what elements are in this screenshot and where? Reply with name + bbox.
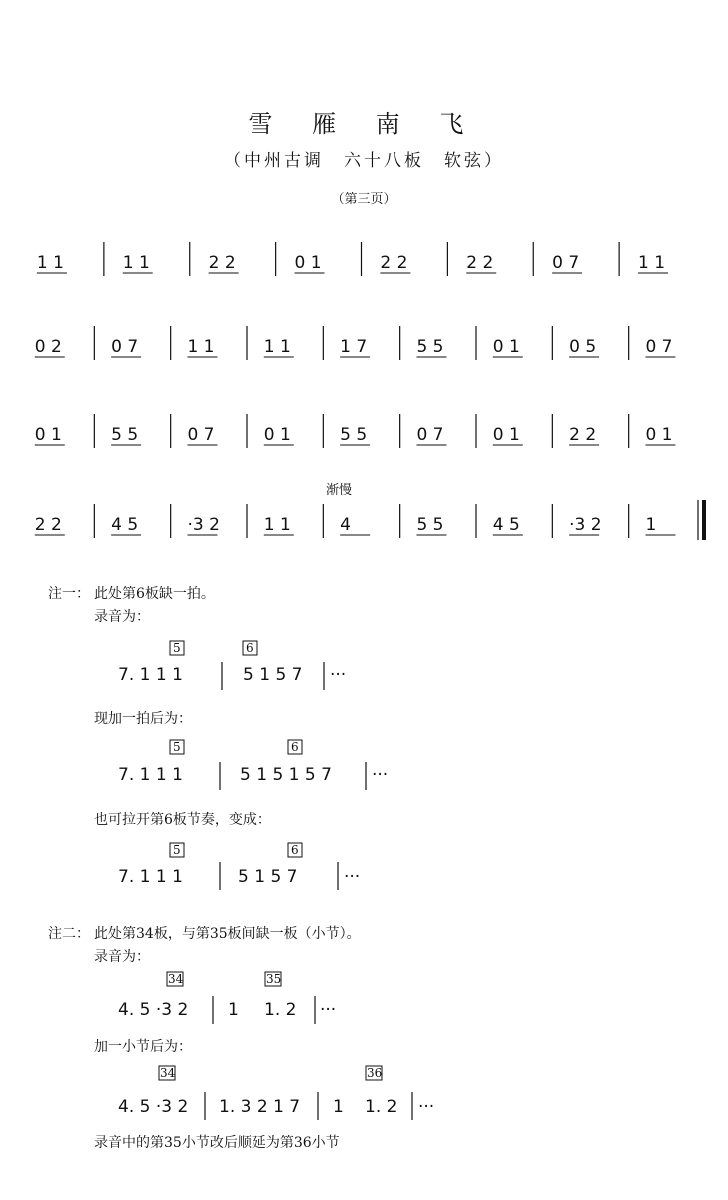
measure-notes: 1 1 — [263, 515, 291, 535]
measure-notes: 1 — [645, 515, 657, 535]
note1-text: 此处第6板缺一拍。 — [94, 586, 215, 602]
measure-notes: 2 2 — [34, 515, 62, 535]
note2-line2-a: 4. 5 ·3 2 — [118, 1097, 189, 1117]
note1-alt: 也可拉开第6板节奏，变成： — [94, 812, 271, 828]
measure-notes: 0 7 — [645, 337, 673, 357]
measure-notes: 0 1 — [492, 425, 520, 445]
measure-notes: 0 1 — [492, 337, 520, 357]
measure-notes: 0 2 — [34, 337, 62, 357]
measure-notes: 1 1 — [36, 253, 64, 273]
note1-line1-b: 5 1 5 7 — [243, 665, 303, 685]
note2-line1-a: 4. 5 ·3 2 — [118, 1000, 189, 1020]
measure-notes: 2 2 — [380, 253, 408, 273]
measure-notes: 0 1 — [645, 425, 673, 445]
measure-notes: 1 1 — [122, 253, 150, 273]
note2-line2-c: 1 — [333, 1097, 344, 1117]
measure-notes: 2 2 — [466, 253, 494, 273]
note1-line3-c: ··· — [344, 867, 361, 887]
measure-notes: 0 1 — [34, 425, 62, 445]
note1-box-6: 6 — [246, 641, 254, 655]
measure-notes: 1 7 — [340, 337, 368, 357]
note1-label: 注一： — [48, 586, 90, 602]
note2-example-1 — [118, 972, 336, 1024]
note1-example-3 — [118, 843, 360, 890]
note2-line1-b: 1 — [228, 1000, 239, 1020]
note2-line2-d: 1. 2 — [365, 1097, 398, 1117]
note1-example-1 — [118, 641, 346, 690]
note2-box-36: 36 — [367, 1066, 383, 1080]
note2-line2-b: 1. 3 2 1 7 — [219, 1097, 301, 1117]
measure-notes: 0 7 — [111, 337, 139, 357]
note1-added: 现加一拍后为： — [94, 711, 192, 727]
note2-label: 注二： — [48, 926, 90, 942]
note1-recorded: 录音为： — [94, 609, 150, 625]
measure-notes: 4 — [340, 515, 351, 535]
measure-notes: 1 1 — [187, 337, 215, 357]
measure-notes: 0 1 — [294, 253, 322, 273]
note1-box-6b: 6 — [291, 740, 299, 754]
note2-line1-d: ··· — [320, 1000, 337, 1020]
measure-notes: 5 5 — [416, 337, 444, 357]
page-title: 雪 雁 南 飞 — [248, 110, 480, 138]
note1-line1-c: ··· — [330, 665, 347, 685]
measure-notes: 0 1 — [263, 425, 291, 445]
note1-line3-b: 5 1 5 7 — [238, 867, 298, 887]
measure-notes: 1 1 — [263, 337, 291, 357]
page-label: （第三页） — [331, 192, 397, 207]
note2-footer: 录音中的第35小节改后顺延为第36小节 — [94, 1135, 340, 1151]
note1-line2-c: ··· — [372, 765, 389, 785]
measure-notes: 4 5 — [111, 515, 139, 535]
note1-line3-a: 7. 1 1 1 — [118, 867, 183, 887]
note2-added: 加一小节后为： — [94, 1039, 192, 1055]
measure-notes: 1 1 — [638, 253, 666, 273]
measure-notes: 5 5 — [340, 425, 368, 445]
note1-box-5b: 5 — [173, 740, 181, 754]
note1-line2-a: 7. 1 1 1 — [118, 765, 183, 785]
note2-recorded: 录音为： — [94, 949, 150, 965]
note1-box-5: 5 — [173, 641, 181, 655]
note1-box-6c: 6 — [291, 843, 299, 857]
note2-line2-e: ··· — [418, 1097, 435, 1117]
measure-notes: 5 5 — [111, 425, 139, 445]
note1-example-2 — [118, 740, 388, 790]
tempo-mark: 渐慢 — [326, 483, 353, 498]
measure-notes: ·3 2 — [187, 515, 220, 535]
note2-line1-c: 1. 2 — [264, 1000, 297, 1020]
measure-notes: 4 5 — [492, 515, 520, 535]
measure-notes: 0 7 — [187, 425, 215, 445]
note2-box-34b: 34 — [160, 1066, 176, 1080]
measure-notes: 2 2 — [208, 253, 236, 273]
score-rows — [35, 242, 704, 540]
note2-box-34: 34 — [168, 972, 184, 986]
measure-notes: 0 5 — [569, 337, 597, 357]
note1-line1-a: 7. 1 1 1 — [118, 665, 183, 685]
note1-line2-b: 5 1 5 1 5 7 — [240, 765, 332, 785]
note2-box-35: 35 — [266, 972, 282, 986]
note2-text: 此处第34板，与第35板间缺一板（小节）。 — [94, 926, 361, 942]
note1-box-5c: 5 — [173, 843, 181, 857]
page-subtitle: （中州古调 六十八板 软弦） — [224, 151, 504, 171]
measure-notes: ·3 2 — [569, 515, 602, 535]
measure-notes: 0 7 — [552, 253, 580, 273]
measure-notes: 2 2 — [569, 425, 597, 445]
note2-example-2 — [118, 1066, 434, 1120]
measure-notes: 5 5 — [416, 515, 444, 535]
measure-notes: 0 7 — [416, 425, 444, 445]
